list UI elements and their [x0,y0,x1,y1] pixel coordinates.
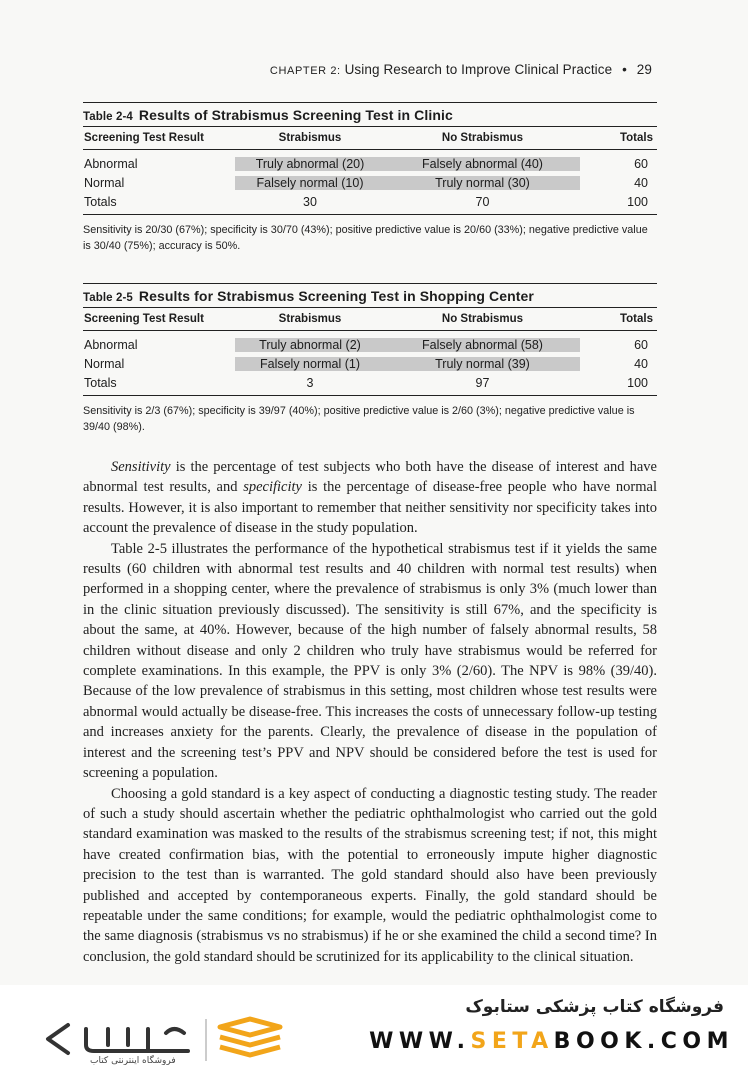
table-cell: 40 [634,356,648,371]
table-cell: Truly abnormal (2) [235,338,385,352]
page-number: 29 [636,62,652,77]
table-row [83,173,657,192]
table-row [83,373,657,392]
table-cell: 3 [306,375,314,390]
table-footnote: Sensitivity is 20/30 (67%); specificity is 30/70 (43%); positive predictive value is 20/60 (33%); negative predictive value is 30/40 (75%); accuracy is 50%. [83,224,648,252]
setabook-logo [38,1015,288,1065]
table-cell: Falsely normal (1) [235,357,385,371]
store-url [369,1029,734,1054]
table-2-4 [83,102,657,254]
paragraph [83,457,657,539]
table-cell: Truly abnormal (20) [235,157,385,171]
table-title [83,283,657,308]
table-cell: Falsely abnormal (40) [385,157,580,171]
term-specificity: specificity [243,479,302,496]
column-header: Totals [619,313,653,325]
table-cell: 100 [627,375,648,390]
table-body [83,331,657,396]
watermark-banner [0,985,748,1080]
table-header-row [83,127,657,150]
url-part: WWW. [369,1029,471,1054]
url-part: BOOK.COM [553,1029,734,1054]
table-number: Table 2-4 [83,111,133,123]
table-row [83,354,657,373]
table-cell: Falsely normal (10) [235,176,385,190]
table-cell: Truly normal (39) [385,357,580,371]
column-header: Screening Test Result [84,132,204,144]
column-header: Strabismus [278,132,342,144]
chapter-label: CHAPTER 2: [269,65,341,77]
table-cell: Abnormal [84,156,138,171]
table-row [83,335,657,354]
paragraph: Table 2-5 illustrates the performance of the hypothetical strabismus test if it yields the same results (60 children with abnormal test results and 40 children with normal test results) when performed in a shopping center, where the prevalence of strabismus is only 3% (much lower than in the clinic situation previously discussed). The sensitivity is still 67%, and the specificity is about the same, at 40%. However, because of the high number of falsely abnormal results, 58 children without disease and only 2 children who truly have strabismus would be referred for complete examinations. In this example, the PPV is only 3% (2/60). The NPV is 98% (39/40). Because of the low prevalence of strabismus in this setting, most children whose test results were abnormal would actually be disease-free. This increases the costs of unnecessary follow-up testing and increases anxiety for the parents. Clearly, the prevalence of disease in the population of interest and the screening test’s PPV and NPV should be considered before the test is used for screening a population. [83,540,657,782]
table-row [83,192,657,211]
table-cell: Normal [84,175,125,190]
column-header: Strabismus [278,313,342,325]
chapter-title: Using Research to Improve Clinical Practice [344,62,613,77]
book-stack-icon [220,1019,280,1055]
table-caption: Results of Strabismus Screening Test in Clinic [138,107,453,123]
store-name: فروشگاه کتاب پزشکی ستابوک [465,997,724,1017]
column-header: Totals [619,132,653,144]
table-title [83,102,657,127]
table-cell: 60 [634,337,648,352]
table-cell: Totals [84,194,117,209]
table-body [83,150,657,215]
url-part: SETA [470,1029,554,1054]
paragraph-text: is the percentage of disease-free people who have normal results. However, it is also important to remember that neither sensitivity nor specificity takes into account the prevalence of disease in the study population. [83,479,658,537]
table-footnote: Sensitivity is 2/3 (67%); specificity is 39/97 (40%); positive predictive value is 2/60 (3%); negative predictive value is 39/40 (98%). [83,405,635,433]
table-cell: 97 [475,375,490,390]
table-number: Table 2-5 [83,292,133,304]
logo-tagline: فروشگاه اینترنتی کتاب [90,1056,176,1065]
table-header-row [83,308,657,331]
table-cell: Truly normal (30) [385,176,580,190]
column-header: Screening Test Result [84,313,204,325]
body-text [83,457,657,967]
paragraph: Choosing a gold standard is a key aspect of conducting a diagnostic testing study. The reader of such a study should ascertain whether the pediatric ophthalmologist who carried out the gold standard examination was masked to the results of the strabismus screening test; if not, this might have created confirmation bias, with the potential to erroneously impute higher diagnostic precision to the test than is warranted. The gold standard should also have been previously published and accepted by contemporaneous experts. Finally, the gold standard should be repeatable under the same conditions; for example, would the pediatric ophthalmologist come to the same diagnosis (strabismus vs no strabismus) if he or she examined the child a second time? In conclusion, the gold standard should be scrutinized for its applicability to the clinical situation. [83,785,657,965]
table-cell: 40 [634,175,648,190]
table-cell: 100 [627,194,648,209]
running-head [270,62,652,77]
table-caption: Results for Strabismus Screening Test in Shopping Center [138,288,534,304]
bullet-separator: • [622,62,627,77]
table-cell: Abnormal [84,337,138,352]
table-cell: 70 [475,194,490,209]
table-cell: Falsely abnormal (58) [385,338,580,352]
column-header: No Strabismus [441,132,524,144]
table-2-5 [83,283,657,435]
table-row [83,154,657,173]
table-cell: 30 [303,194,317,209]
paragraph-text: is the percentage of test subjects who both have the disease of interest and have abnormal test results, and [83,459,657,496]
table-cell: Normal [84,356,125,371]
table-cell: 60 [634,156,648,171]
column-header: No Strabismus [441,313,524,325]
table-cell: Totals [84,375,117,390]
term-sensitivity: Sensitivity [111,459,171,475]
